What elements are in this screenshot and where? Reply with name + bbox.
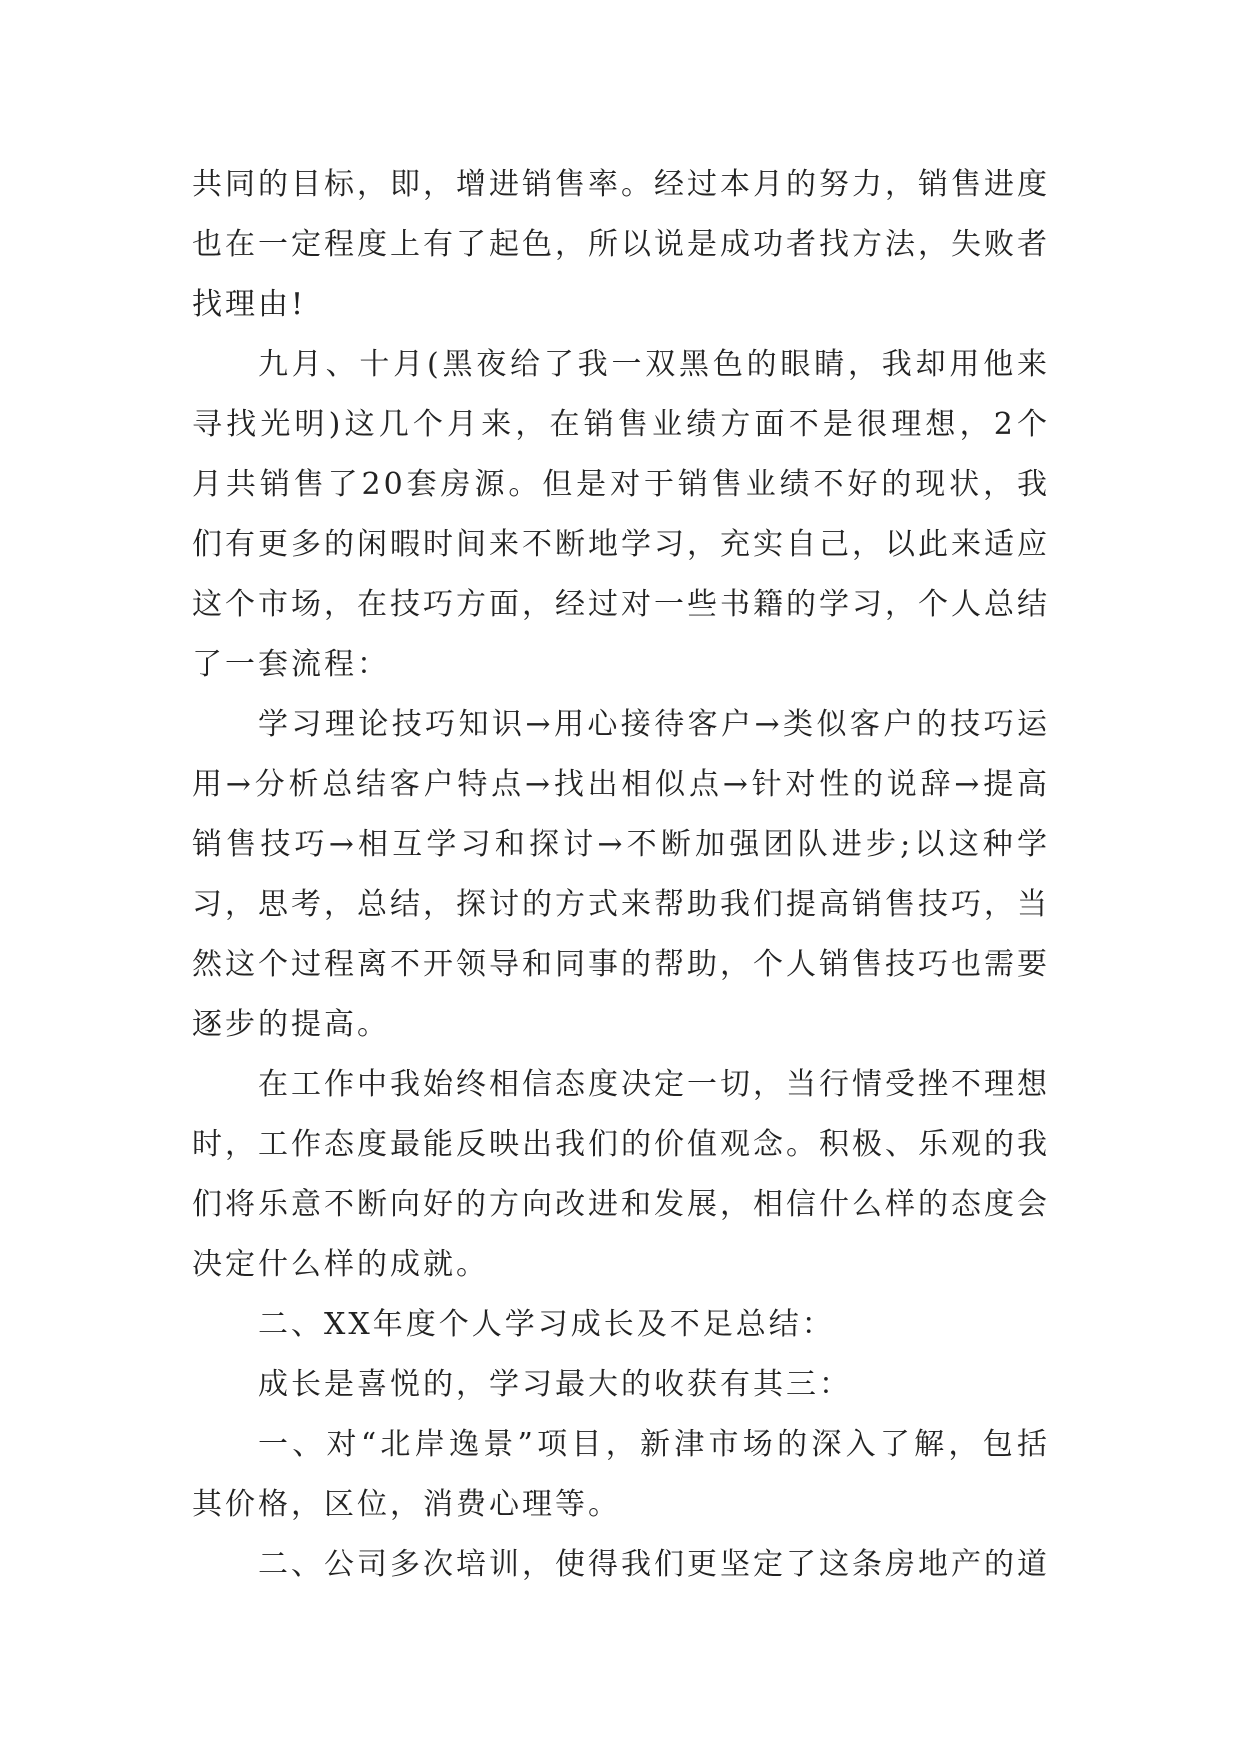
paragraph: 共同的目标，即，增进销售率。经过本月的努力，销售进度也在一定程度上有了起色，所以说是成功者找方法，失败者找理由! (192, 167, 1050, 322)
document-body (192, 155, 1050, 1595)
list-item: 一、对“北岸逸景”项目，新津市场的深入了解，包括其价格，区位，消费心理等。 (192, 1427, 1050, 1522)
paragraph: 学习理论技巧知识→用心接待客户→类似客户的技巧运用→分析总结客户特点→找出相似点→针对性的说辞→提高销售技巧→相互学习和探讨→不断加强团队进步;以这种学习，思考，总结，探讨的方式来帮助我们提高销售技巧，当然这个过程离不开领导和同事的帮助，个人销售技巧也需要逐步的提高。 (192, 707, 1050, 1042)
paragraph: 在工作中我始终相信态度决定一切，当行情受挫不理想时，工作态度最能反映出我们的价值观念。积极、乐观的我们将乐意不断向好的方向改进和发展，相信什么样的态度会决定什么样的成就。 (192, 1067, 1050, 1282)
section-heading: 二、XX年度个人学习成长及不足总结： (258, 1307, 835, 1342)
paragraph: 九月、十月(黑夜给了我一双黑色的眼睛，我却用他来寻找光明)这几个月来，在销售业绩方面不是很理想，2个月共销售了20套房源。但是对于销售业绩不好的现状，我们有更多的闲暇时间来不断地学习，充实自己，以此来适应这个市场，在技巧方面，经过对一些书籍的学习，个人总结了一套流程： (192, 347, 1050, 682)
list-item: 二、公司多次培训，使得我们更坚定了这条房地产的道 (258, 1547, 1050, 1582)
paragraph: 成长是喜悦的，学习最大的收获有其三： (258, 1367, 852, 1402)
